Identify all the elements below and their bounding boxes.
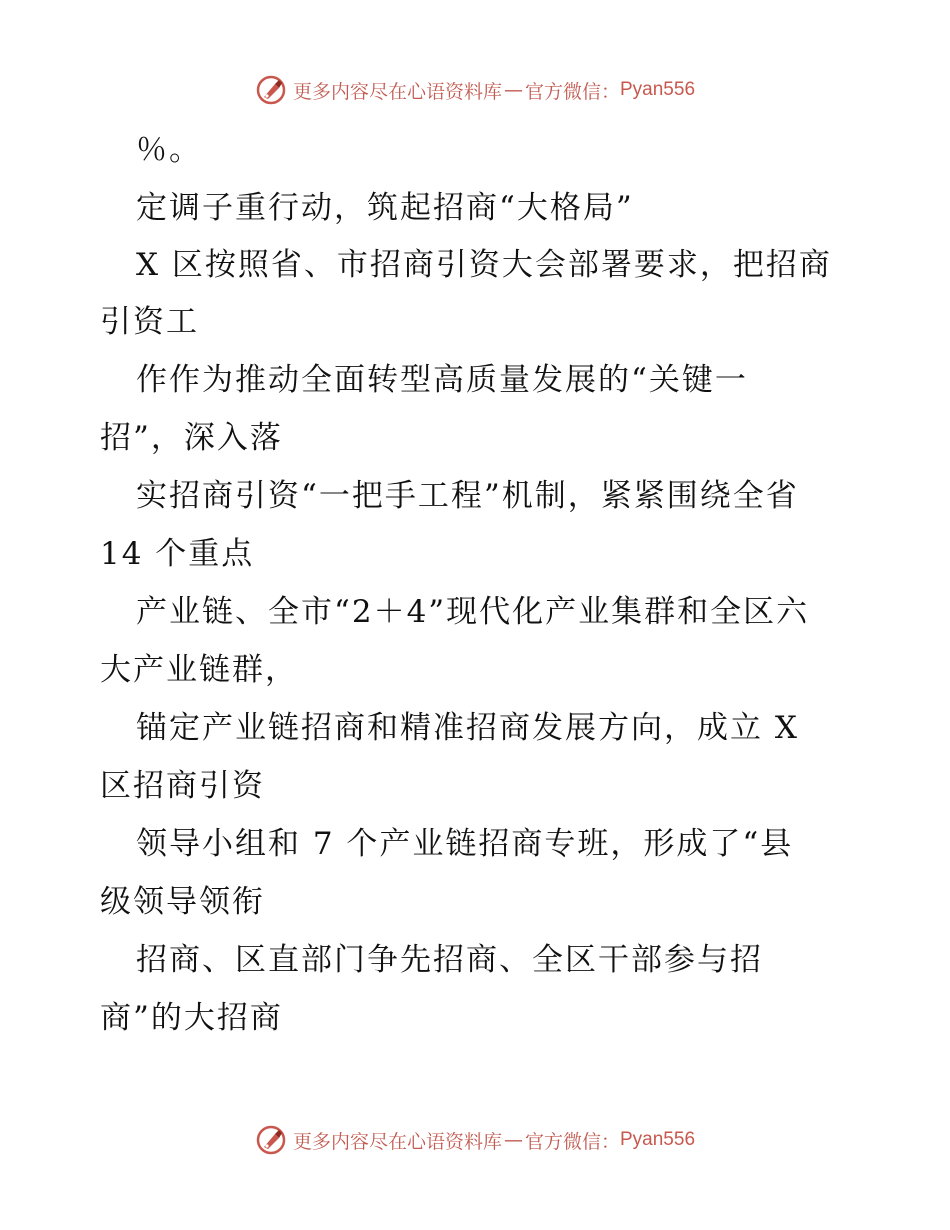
text-line: 产业链、全市“2＋4”现代化产业集群和全区六	[136, 594, 810, 630]
text-line: 大产业链群，	[100, 652, 298, 688]
watermark-id: Pyan556	[620, 79, 696, 100]
watermark-separator: —	[503, 79, 523, 101]
section-heading: 定调子重行动，筑起招商“大格局”	[136, 190, 634, 226]
watermark-separator: —	[503, 1129, 523, 1151]
footer-watermark	[0, 1120, 950, 1160]
watermark-text: 更多内容尽在心语资料库	[292, 1130, 502, 1153]
watermark-id: Pyan556	[620, 1129, 696, 1150]
text-line: X 区按照省、市招商引资大会部署要求，把招商	[136, 247, 832, 283]
text-line: 级领导领衔	[100, 884, 265, 920]
watermark-label: 官方微信：	[524, 80, 620, 103]
text-line: 区招商引资	[100, 768, 265, 804]
watermark-label: 官方微信：	[524, 1130, 620, 1153]
text-line: 引资工	[100, 304, 199, 340]
watermark-text: 更多内容尽在心语资料库	[292, 80, 502, 103]
text-line: 实招商引资“一把手工程”机制，紧紧围绕全省	[136, 478, 799, 514]
text-line: 招商、区直部门争先招商、全区干部参与招	[136, 942, 763, 978]
text-line: 锚定产业链招商和精准招商发展方向，成立 X	[136, 710, 799, 746]
fountain-pen-logo-icon	[255, 74, 287, 106]
text-line: 14 个重点	[100, 536, 255, 572]
text-line: 作作为推动全面转型高质量发展的“关键一	[136, 362, 748, 398]
text-line: ％。	[136, 132, 202, 168]
text-line: 招”，深入落	[100, 420, 283, 456]
header-watermark	[0, 70, 950, 110]
fountain-pen-logo-icon	[255, 1124, 287, 1156]
text-line: 商”的大招商	[100, 1000, 283, 1036]
text-line: 领导小组和 7 个产业链招商专班，形成了“县	[136, 826, 794, 862]
